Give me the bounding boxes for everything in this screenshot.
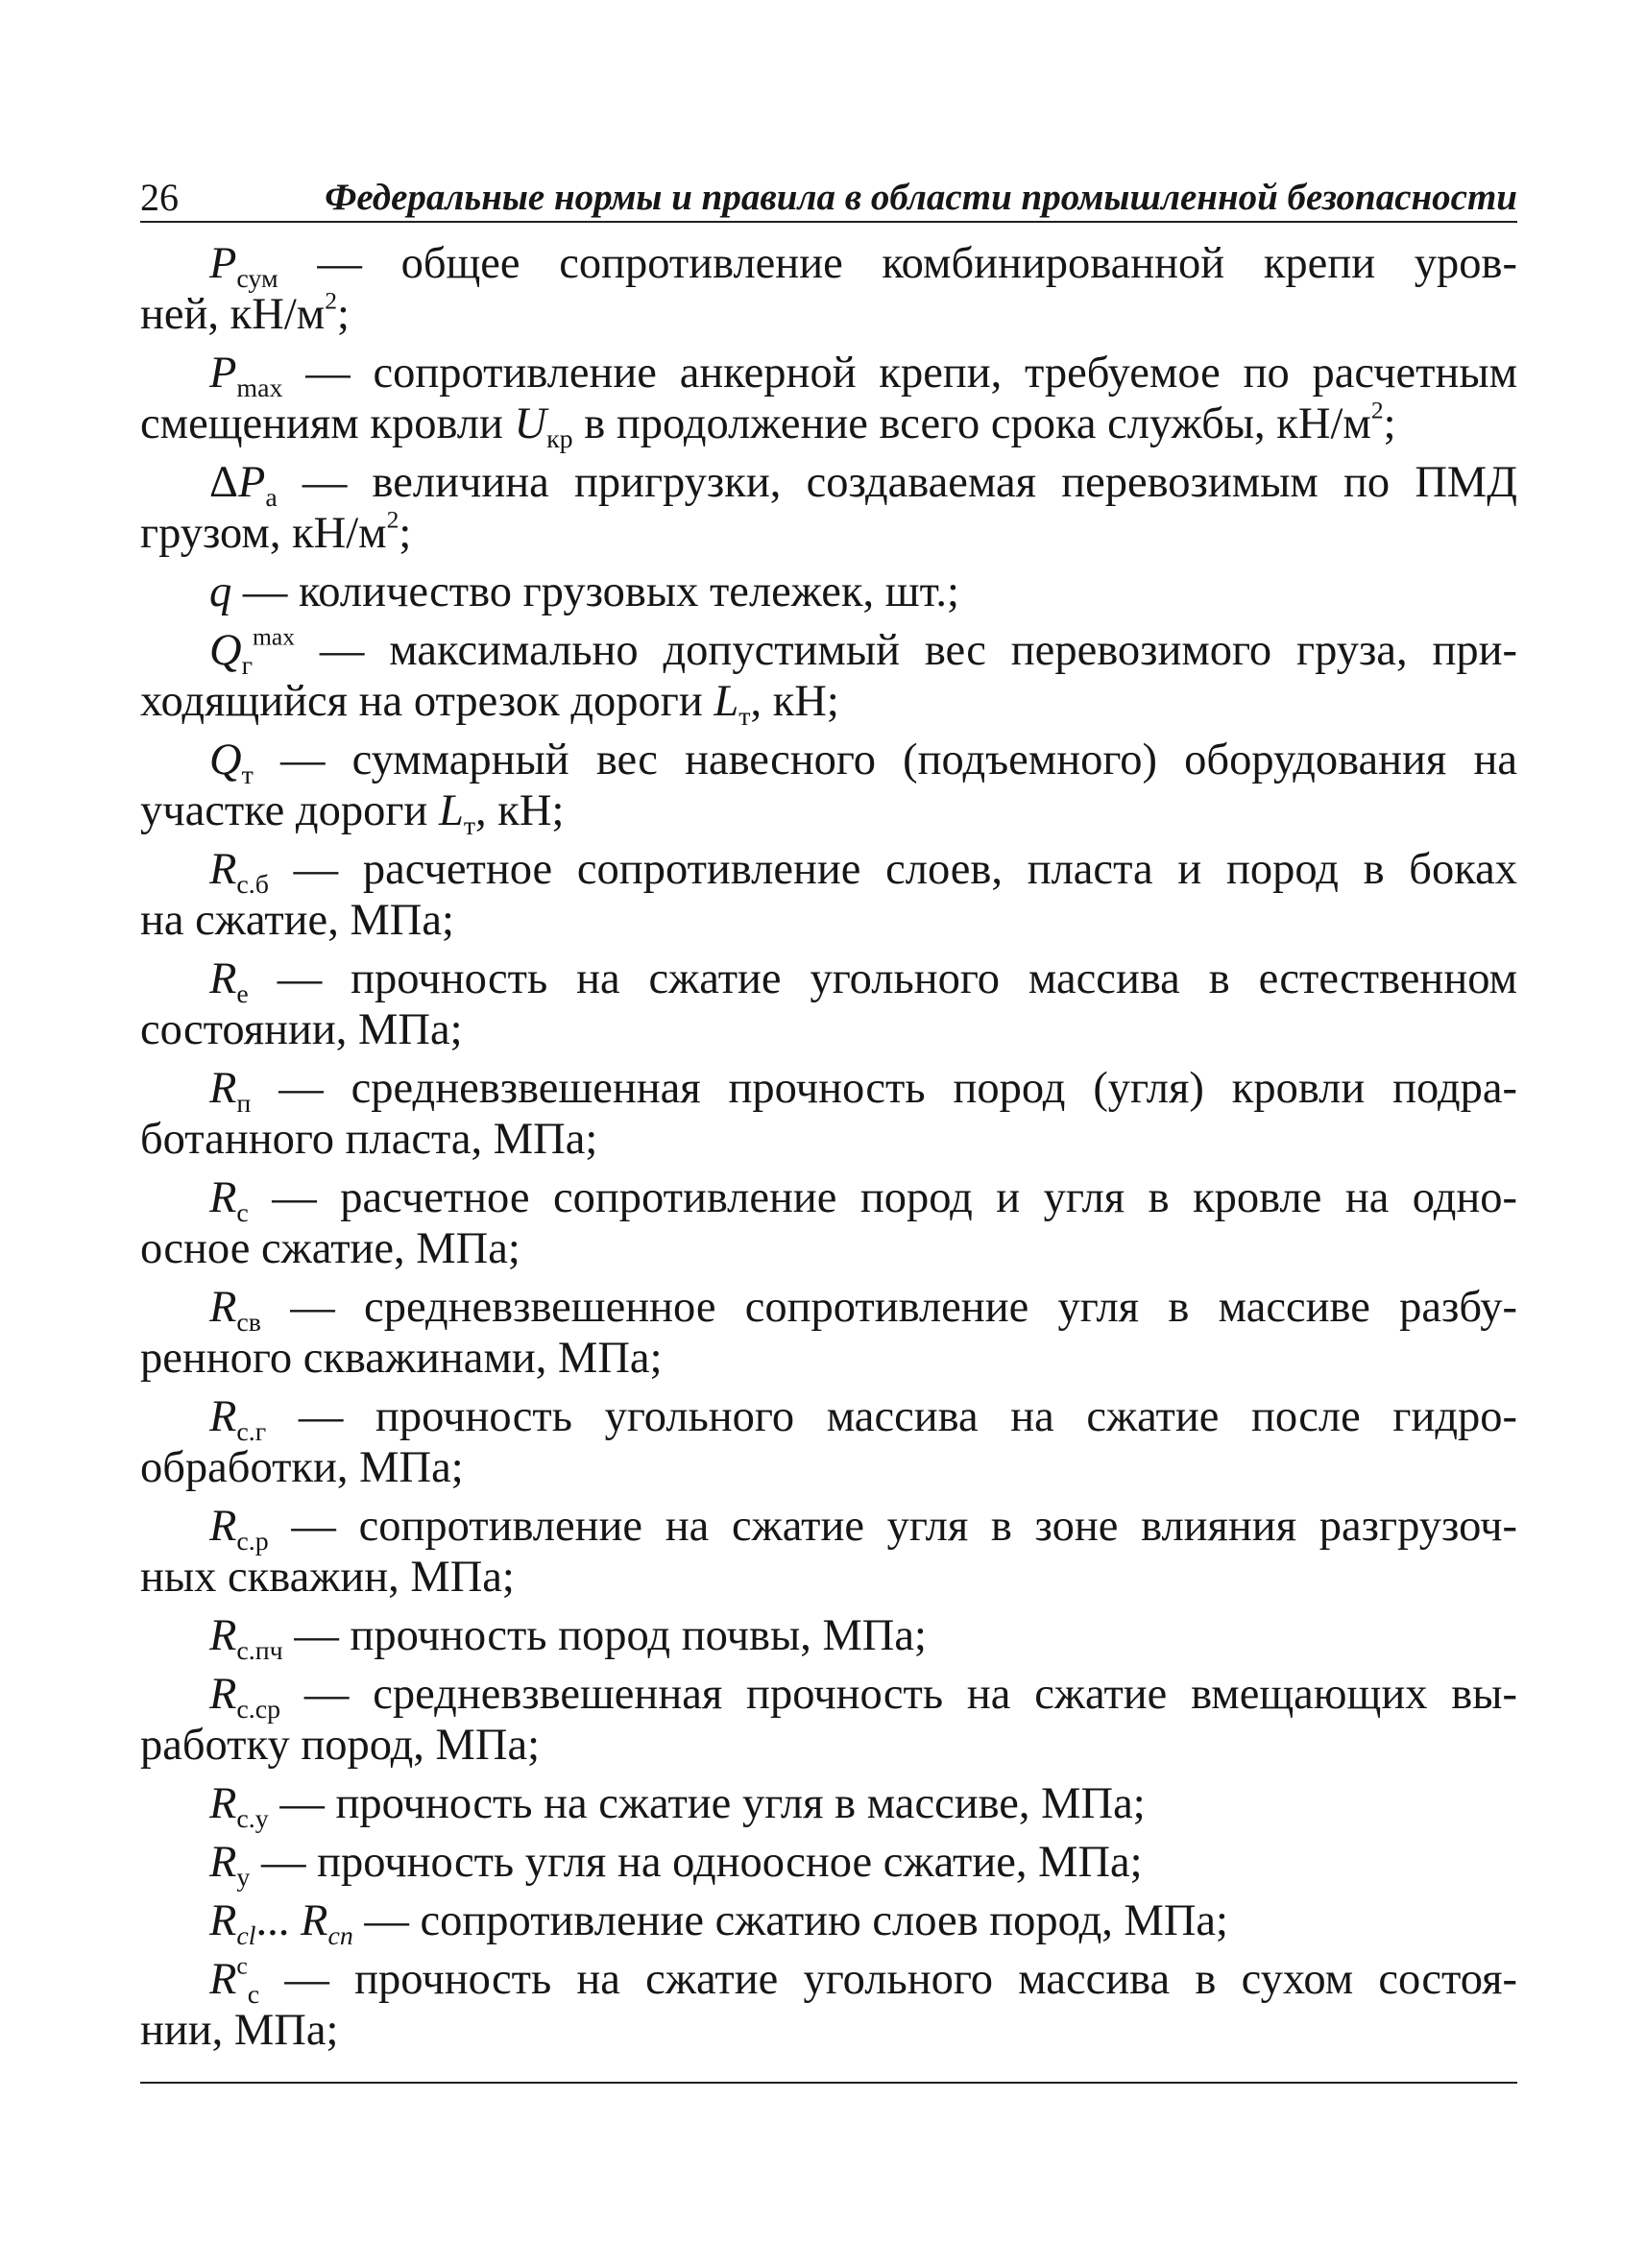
definition-text: , кН; xyxy=(475,786,565,835)
definition-entry xyxy=(140,1172,1517,1274)
definition-entry xyxy=(140,1501,1517,1603)
definition-text: ходящийся на отрезок дороги xyxy=(140,677,714,726)
definition-entry xyxy=(140,1778,1517,1834)
definition-text: грузом, кН/м xyxy=(140,509,387,558)
symbol: P xyxy=(209,239,237,288)
definition-line xyxy=(140,2005,1517,2056)
definition-entry xyxy=(140,622,1517,732)
definition-text: — прочность угля на одноосное сжатие, МПа; xyxy=(250,1838,1143,1887)
definition-text: осное сжатие, МПа; xyxy=(140,1224,520,1273)
symbol: Q xyxy=(209,626,242,675)
definition-text: — прочность угольного массива на сжатие после гидро- xyxy=(266,1392,1517,1441)
definition-line xyxy=(140,1063,1517,1119)
symbol: L xyxy=(438,786,464,835)
definition-line xyxy=(140,895,1517,946)
definition-line xyxy=(140,457,1517,513)
superscript: с xyxy=(236,1951,248,1980)
subscript: с.р xyxy=(236,1526,269,1556)
definition-line xyxy=(140,567,1517,617)
definition-entry xyxy=(140,1837,1517,1893)
definition-line xyxy=(140,1778,1517,1834)
subscript: т xyxy=(738,701,751,732)
definition-line xyxy=(140,844,1517,900)
definition-line xyxy=(140,1333,1517,1384)
symbol: R xyxy=(209,845,237,894)
symbol: R xyxy=(209,1283,237,1332)
definition-line xyxy=(140,1951,1517,2010)
definition-line xyxy=(140,1610,1517,1666)
superscript: max xyxy=(253,622,296,651)
definition-line xyxy=(140,505,1517,559)
definition-entry xyxy=(140,735,1517,841)
subscript: с xyxy=(247,1979,260,2010)
definition-entry xyxy=(140,567,1517,617)
symbol: R xyxy=(209,1502,237,1551)
definition-text: ренного скважинами, МПа; xyxy=(140,1334,663,1383)
header-rule xyxy=(140,221,1517,223)
symbol: R xyxy=(209,1779,237,1828)
subscript: cl xyxy=(236,1920,256,1951)
definition-text: — прочность на сжатие угольного массива в естественном xyxy=(248,954,1517,1003)
ellipsis: ... xyxy=(255,1896,302,1945)
definition-line xyxy=(140,1282,1517,1338)
definition-line xyxy=(140,1720,1517,1771)
definition-line xyxy=(140,1223,1517,1274)
definition-text: — прочность пород почвы, МПа; xyxy=(282,1611,927,1660)
subscript: с.пч xyxy=(236,1635,283,1666)
symbol: L xyxy=(714,677,739,726)
definition-line xyxy=(140,286,1517,340)
definition-text: — величина пригрузки, создаваемая перевозимым по ПМД xyxy=(277,458,1517,507)
definition-entry xyxy=(140,1669,1517,1771)
subscript: с.б xyxy=(236,869,269,900)
definition-line xyxy=(140,676,1517,732)
definition-line xyxy=(140,953,1517,1009)
definition-text: — средневзвешенная прочность пород (угля) кровли подра- xyxy=(251,1064,1517,1113)
subscript: г xyxy=(241,650,254,681)
subscript: п xyxy=(236,1088,252,1119)
symbol: R xyxy=(209,1670,237,1719)
definition-text: — прочность на сжатие угля в массиве, МПа; xyxy=(268,1779,1146,1828)
definition-entry xyxy=(140,348,1517,454)
definition-entry xyxy=(140,1610,1517,1666)
definition-line xyxy=(140,1391,1517,1447)
symbol: R xyxy=(209,1173,237,1222)
subscript: св xyxy=(236,1307,261,1338)
subscript: е xyxy=(236,978,249,1009)
definition-entry xyxy=(140,457,1517,559)
definition-line xyxy=(140,622,1517,681)
symbol: R xyxy=(209,1955,237,2004)
definition-entry xyxy=(140,1063,1517,1165)
definition-text: ботанного пласта, МПа; xyxy=(140,1115,598,1164)
symbol: R xyxy=(209,1896,237,1945)
symbol: R xyxy=(209,1838,237,1887)
running-title: Федеральные нормы и правила в области промышленной безопасности xyxy=(325,177,1517,218)
symbol: P xyxy=(237,458,266,507)
symbol: U xyxy=(514,399,547,448)
definition-text: , кН; xyxy=(750,677,839,726)
definition-text: — общее сопротивление комбинированной крепи уров- xyxy=(278,239,1517,288)
definition-text: — сопротивление анкерной крепи, требуемое по расчетным xyxy=(282,349,1517,398)
definition-text: — средневзвешенное сопротивление угля в массиве разбу- xyxy=(260,1283,1517,1332)
definition-line xyxy=(140,1172,1517,1228)
superscript: 2 xyxy=(386,505,399,534)
definition-text: — сопротивление на сжатие угля в зоне влияния разгрузоч- xyxy=(268,1502,1517,1551)
definition-text: состоянии, МПа; xyxy=(140,1005,463,1054)
definition-text: — сопротивление сжатию слоев пород, МПа; xyxy=(352,1896,1228,1945)
page-header xyxy=(140,171,1517,223)
symbol: R xyxy=(209,1611,237,1660)
definition-text: — максимально допустимый вес перевозимого груза, при- xyxy=(295,626,1517,675)
definition-text: ; xyxy=(1383,399,1396,448)
definition-line xyxy=(140,1837,1517,1893)
subscript: а xyxy=(265,482,278,513)
definition-text: ; xyxy=(336,290,350,339)
symbol: R xyxy=(209,1064,237,1113)
subscript: у xyxy=(236,1862,251,1893)
subscript: cn xyxy=(327,1920,353,1951)
definition-line xyxy=(140,1895,1517,1951)
symbol: P xyxy=(209,349,237,398)
definition-entry xyxy=(140,1895,1517,1951)
definition-line xyxy=(140,1669,1517,1725)
symbol: R xyxy=(301,1896,328,1945)
subscript: т xyxy=(463,810,476,841)
subscript: max xyxy=(236,373,283,403)
definition-text: — количество грузовых тележек, шт.; xyxy=(231,567,959,616)
definition-text: работку пород, МПа; xyxy=(140,1721,541,1770)
definition-line xyxy=(140,238,1517,294)
definition-line xyxy=(140,1004,1517,1055)
symbol: R xyxy=(209,954,237,1003)
delta-symbol: Δ xyxy=(209,458,238,507)
definition-text: — прочность на сжатие угольного массива в сухом состоя- xyxy=(259,1955,1517,2004)
footer-rule xyxy=(140,2082,1517,2084)
definition-line xyxy=(140,348,1517,403)
definition-text: участке дороги xyxy=(140,786,439,835)
definition-line xyxy=(140,1442,1517,1493)
definition-entry xyxy=(140,238,1517,340)
definition-text: смещениям кровли xyxy=(140,399,515,448)
definition-entry xyxy=(140,1282,1517,1384)
definition-text: обработки, МПа; xyxy=(140,1443,464,1492)
definitions-list xyxy=(140,238,1517,2063)
definition-entry xyxy=(140,953,1517,1055)
superscript: 2 xyxy=(1370,396,1384,424)
subscript: с.у xyxy=(236,1803,269,1834)
subscript: т xyxy=(241,760,254,790)
definition-line xyxy=(140,1552,1517,1603)
subscript: с.г xyxy=(236,1416,267,1447)
definition-text: на сжатие, МПа; xyxy=(140,896,454,945)
subscript: с.ср xyxy=(236,1694,281,1725)
definition-entry xyxy=(140,1391,1517,1493)
symbol: R xyxy=(209,1392,237,1441)
definition-text: — средневзвешенная прочность на сжатие вмещающих вы- xyxy=(280,1670,1517,1719)
definition-text: нии, МПа; xyxy=(140,2006,339,2055)
definition-text: — расчетное сопротивление слоев, пласта и пород в боках xyxy=(268,845,1517,894)
definition-text: — расчетное сопротивление пород и угля в кровле на одно- xyxy=(248,1173,1517,1222)
definition-line xyxy=(140,396,1517,454)
definition-entry xyxy=(140,1951,1517,2056)
definition-line xyxy=(140,1501,1517,1556)
page-number: 26 xyxy=(140,176,179,219)
superscript: 2 xyxy=(325,286,337,315)
definition-line xyxy=(140,735,1517,790)
definition-text: ных скважин, МПа; xyxy=(140,1553,515,1602)
definition-line xyxy=(140,1114,1517,1165)
definition-line xyxy=(140,785,1517,841)
symbol: q xyxy=(209,567,232,616)
subscript: кр xyxy=(546,423,573,454)
definition-text: — суммарный вес навесного (подъемного) оборудования на xyxy=(253,736,1517,784)
subscript: с xyxy=(236,1197,249,1228)
definition-entry xyxy=(140,844,1517,946)
definition-text: в продолжение всего срока службы, кН/м xyxy=(572,399,1371,448)
definition-text: ; xyxy=(399,509,412,558)
symbol: Q xyxy=(209,736,242,784)
definition-text: ней, кН/м xyxy=(140,290,326,339)
subscript: сум xyxy=(236,263,278,294)
